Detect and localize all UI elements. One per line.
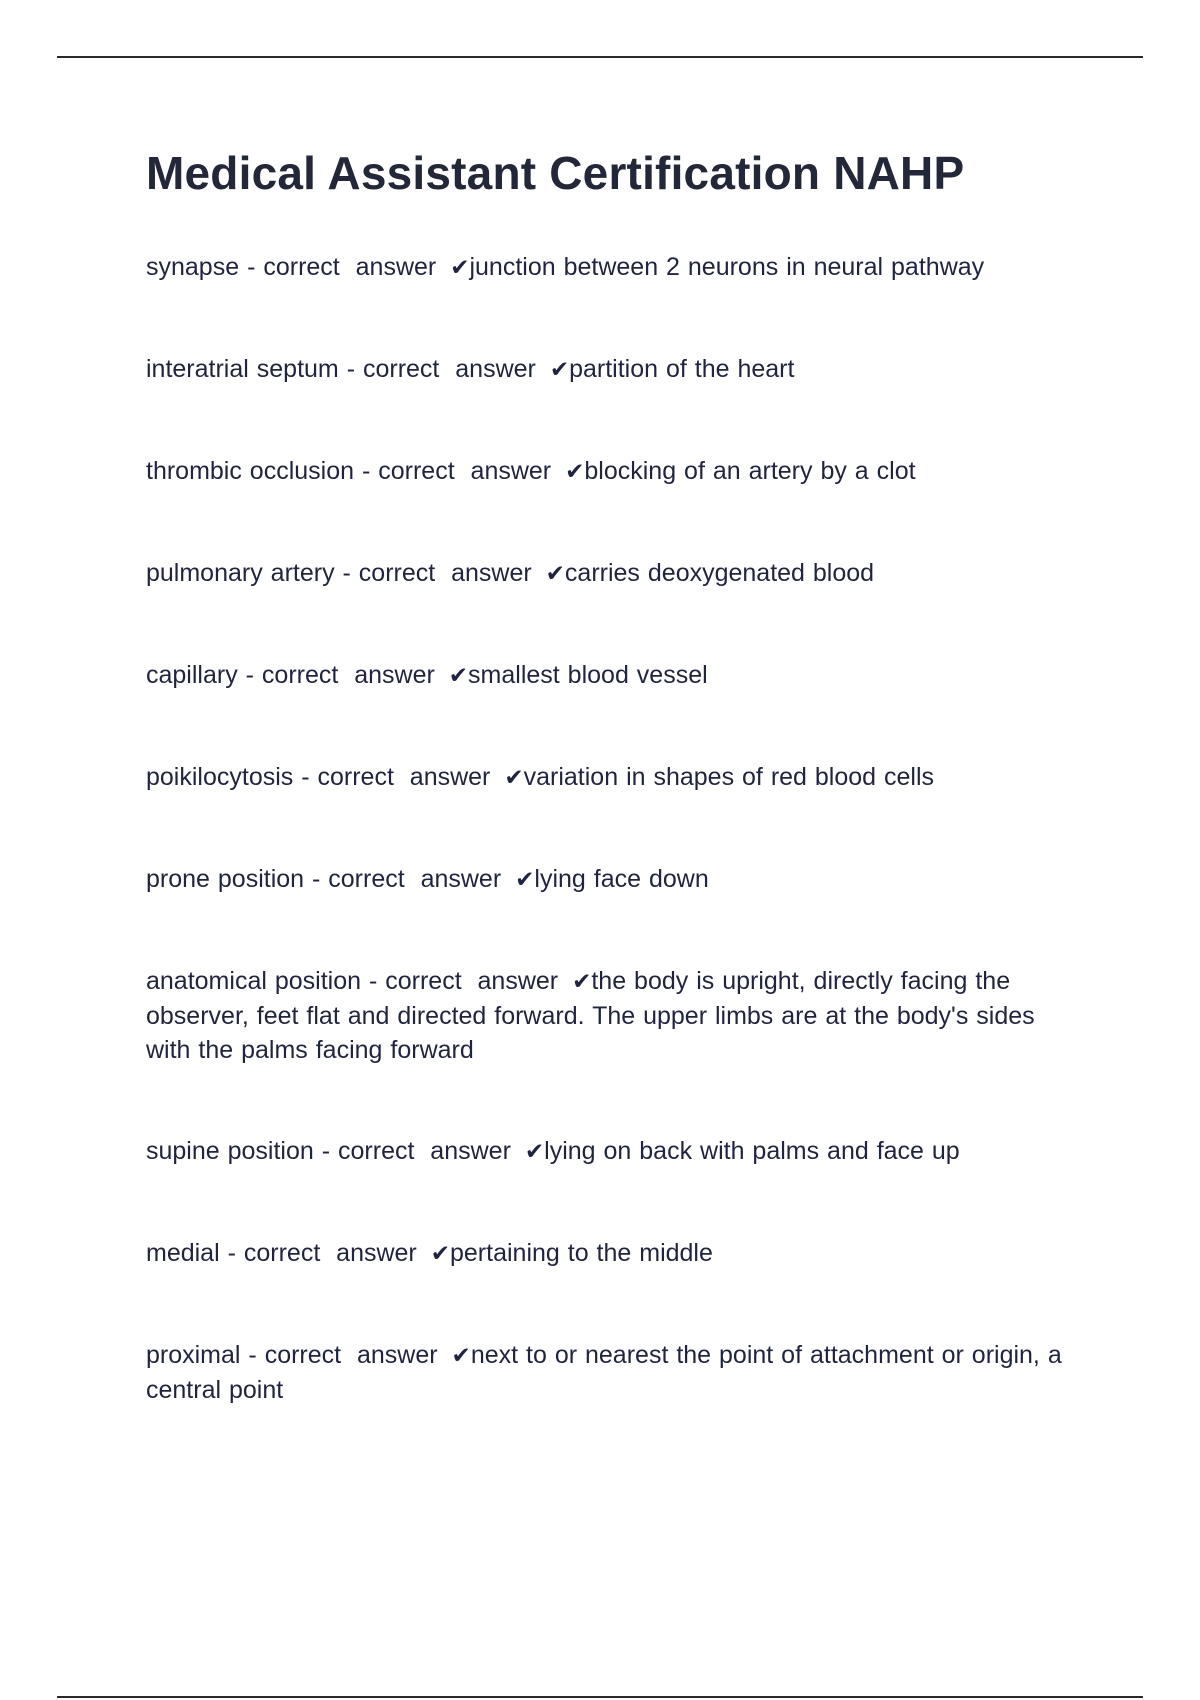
answer-prefix: - correct answer [304,865,510,893]
answer-prefix: - correct answer [240,1341,446,1369]
document-title: Medical Assistant Certification NAHP [146,147,965,199]
term: interatrial septum [146,355,339,383]
flashcard-list [146,250,1086,1474]
checkmark-icon: ✔ [451,1343,471,1369]
definition: carries deoxygenated blood [564,559,875,587]
answer-prefix: - correct answer [334,559,540,587]
answer-prefix: - correct answer [354,457,560,485]
definition: pertaining to the middle [450,1239,713,1267]
definition: variation in shapes of red blood cells [523,763,935,791]
term: thrombic occlusion [146,457,355,485]
list-item [146,1134,1086,1169]
term: medial [146,1239,220,1267]
list-item [146,964,1086,1067]
definition: next to or nearest the point of attachment or origin, a central point [146,1341,1062,1404]
term: anatomical position [146,967,362,995]
answer-prefix: - correct answer [361,967,567,995]
top-rule [57,56,1143,58]
list-item [146,1236,1086,1271]
checkmark-icon: ✔ [524,1139,545,1165]
list-item [146,352,1086,387]
bottom-rule [57,1696,1143,1698]
definition: junction between 2 neurons in neural pathway [469,253,985,281]
definition: the body is upright, directly facing the observer, feet flat and directed forward. The upper limbs are at the body's sides with the palms facing forward [146,967,1035,1064]
list-item [146,1338,1086,1407]
definition: lying on back with palms and face up [544,1137,960,1165]
checkmark-icon: ✔ [448,663,469,689]
checkmark-icon: ✔ [545,561,565,587]
list-item [146,862,1086,897]
term: poikilocytosis [146,763,294,791]
checkmark-icon: ✔ [430,1241,450,1267]
answer-prefix: - correct answer [237,661,443,689]
definition: lying face down [534,865,709,893]
term: capillary [146,661,238,689]
list-item [146,556,1086,591]
term: supine position [146,1137,314,1165]
answer-prefix: - correct answer [219,1239,425,1267]
checkmark-icon: ✔ [504,765,524,791]
answer-prefix: - correct answer [338,355,544,383]
term: prone position [146,865,305,893]
list-item [146,454,1086,489]
term: synapse [146,253,240,281]
answer-prefix: - correct answer [293,763,499,791]
checkmark-icon: ✔ [572,969,592,995]
checkmark-icon: ✔ [515,867,535,893]
list-item [146,760,1086,795]
definition: blocking of an artery by a clot [584,457,916,485]
answer-prefix: - correct answer [313,1137,519,1165]
term: pulmonary artery [146,559,335,587]
answer-prefix: - correct answer [239,253,445,281]
definition: smallest blood vessel [468,661,708,689]
checkmark-icon: ✔ [450,255,470,281]
definition: partition of the heart [569,355,795,383]
checkmark-icon: ✔ [565,459,585,485]
term: proximal [146,1341,241,1369]
list-item [146,250,1086,285]
list-item [146,658,1086,693]
checkmark-icon: ✔ [549,357,570,383]
